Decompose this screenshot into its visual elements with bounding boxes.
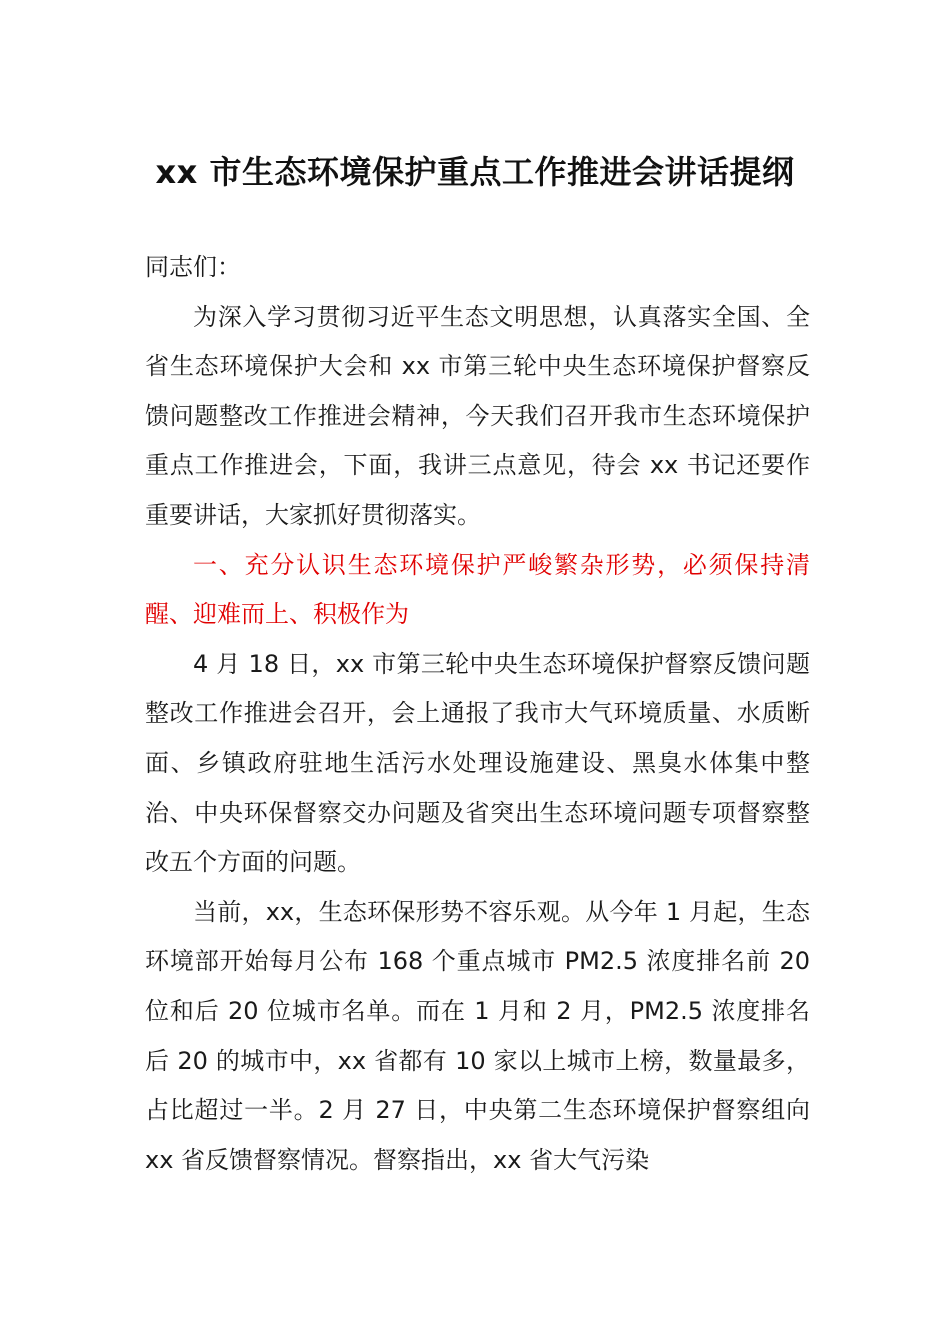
paragraph-meeting: 4 月 18 日，xx 市第三轮中央生态环境保护督察反馈问题整改工作推进会召开，会上通报了我市大气环境质量、水质断面、乡镇政府驻地生活污水处理设施建设、黑臭水体集中整治、中央环保督察交办问题及省突出生态环境问题专项督察整改五个方面的问题。 (145, 649, 810, 877)
document-body (145, 243, 810, 1185)
greeting: 同志们： (145, 253, 241, 281)
paragraph-intro: 为深入学习贯彻习近平生态文明思想，认真落实全国、全省生态环境保护大会和 xx 市第三轮中央生态环境保护督察反馈问题整改工作推进会精神，今天我们召开我市生态环境保护重点工作推进会，下面，我讲三点意见，待会 xx 书记还要作重要讲话，大家抓好贯彻落实。 (145, 302, 810, 529)
section-heading: 一、充分认识生态环境保护严峻繁杂形势，必须保持清醒、迎难而上、积极作为 (145, 550, 810, 629)
paragraph-situation: 当前，xx，生态环保形势不容乐观。从今年 1 月起，生态环境部开始每月公布 168 个重点城市 PM2.5 浓度排名前 20 位和后 20 位城市名单。而在 1 月和 2 月，PM2.5 浓度排名后 20 的城市中，xx 省都有 10 家以上城市上榜，数量最多，占比超过一半。2 月 27 日，中央第二生态环境保护督察组向 xx 省反馈督察情况。督察指出，xx 省大气污染 (145, 897, 810, 1174)
document-title: xx 市生态环境保护重点工作推进会讲话提纲 (155, 153, 795, 191)
